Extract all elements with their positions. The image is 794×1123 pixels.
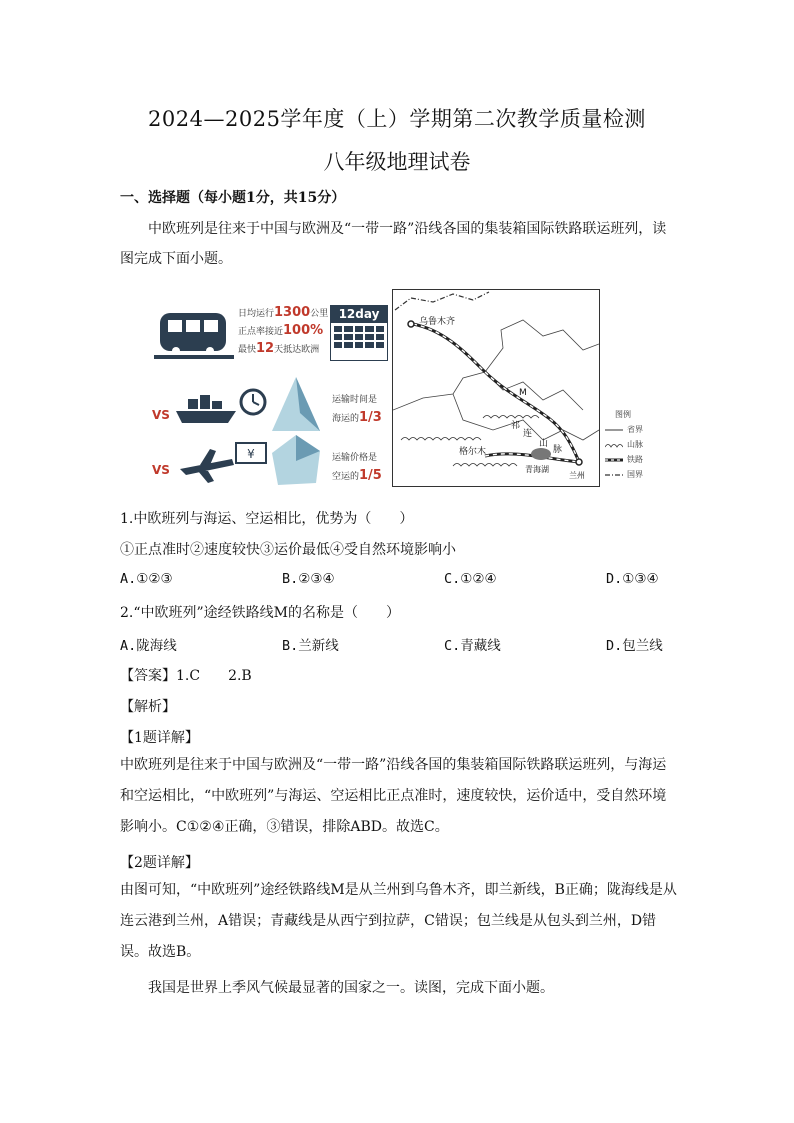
q2-option-b[interactable]: B.兰新线 bbox=[282, 638, 339, 654]
price-ratio-shape bbox=[270, 433, 322, 489]
q2-option-a[interactable]: A.陇海线 bbox=[120, 638, 177, 654]
time-ratio-shape bbox=[270, 375, 322, 433]
legend-mountain: 山脉 bbox=[627, 440, 643, 449]
map-legend bbox=[605, 407, 643, 482]
map-label-lian: 连 bbox=[523, 429, 533, 439]
vs-plane-label: VS bbox=[152, 463, 170, 477]
air-compare-num: 1/5 bbox=[359, 468, 382, 483]
map-label-shan: 山 bbox=[539, 439, 549, 449]
q1-option-d[interactable]: D.①③④ bbox=[606, 571, 659, 587]
q1-detail-heading: 【1题详解】 bbox=[120, 730, 199, 746]
clock-icon bbox=[238, 387, 268, 417]
q2-option-d[interactable]: D.包兰线 bbox=[606, 638, 663, 654]
section-heading: 一、选择题（每小题1分，共15分） bbox=[120, 190, 346, 206]
q2-detail-body: 由图可知，“中欧班列”途经铁路线M是从兰州到乌鲁木齐，即兰新线，B正确；陇海线是从连云港到兰州，A错误；青藏线是从西宁到拉萨，C错误；包兰线是从包头到兰州，D错误。故选B。 bbox=[120, 882, 677, 960]
q1-statements: ①正点准时②速度较快③运价最低④受自然环境影响小 bbox=[120, 542, 456, 558]
ship-compare-b: 海运的 bbox=[332, 414, 360, 424]
info-line3-b: 天抵达欧洲 bbox=[274, 345, 320, 355]
analysis-heading: 【解析】 bbox=[120, 699, 176, 715]
svg-text:¥: ¥ bbox=[247, 447, 255, 461]
map-label-urumqi: 乌鲁木齐 bbox=[419, 317, 456, 327]
q2-stem: 2.“中欧班列”途经铁路线M的名称是（ ） bbox=[120, 605, 401, 621]
next-intro: 我国是世界上季风气候最显著的国家之一。读图，完成下面小题。 bbox=[148, 980, 554, 996]
q1-option-a[interactable]: A.①②③ bbox=[120, 571, 173, 587]
q2-detail-heading: 【2题详解】 bbox=[120, 855, 199, 871]
answer-line: 【答案】1.C 2.B bbox=[120, 668, 252, 684]
ship-compare-num: 1/3 bbox=[359, 410, 382, 425]
q1-detail-body: 中欧班列是往来于中国与欧洲及“一带一路”沿线各国的集装箱国际铁路联运班列，与海运和空运相比，“中欧班列”与海运、空运相比正点准时，速度较快，运价适中，受自然环境影响小。C①②④正确，③错误，排除ABD。故选C。 bbox=[120, 757, 667, 835]
infographic bbox=[150, 295, 390, 490]
map-label-m: M bbox=[519, 388, 527, 398]
legend-province: 省界 bbox=[627, 425, 643, 434]
calendar-label: 12day bbox=[331, 306, 387, 323]
info-line2-num: 100% bbox=[283, 323, 324, 338]
vs-ship-label: VS bbox=[152, 408, 170, 422]
info-line2-a: 正点率接近 bbox=[238, 327, 284, 337]
q1-stem: 1.中欧班列与海运、空运相比，优势为（ ） bbox=[120, 511, 414, 527]
q1-option-c[interactable]: C.①②④ bbox=[444, 571, 497, 587]
info-line3-a: 最快 bbox=[238, 345, 257, 355]
exam-title: 2024—2025学年度（上）学期第二次教学质量检测 bbox=[148, 107, 646, 131]
q1-option-b[interactable]: B.②③④ bbox=[282, 571, 335, 587]
money-icon bbox=[234, 441, 268, 467]
legend-title: 图例 bbox=[615, 410, 631, 419]
info-line1-a: 日均运行 bbox=[238, 309, 275, 319]
airplane-icon bbox=[176, 445, 236, 485]
train-icon bbox=[154, 307, 234, 363]
legend-railway: 铁路 bbox=[627, 455, 643, 464]
info-line3-num: 12 bbox=[256, 341, 275, 356]
air-compare-b: 空运的 bbox=[332, 472, 360, 482]
info-line1-num: 1300 bbox=[274, 305, 311, 320]
calendar-icon bbox=[330, 305, 388, 361]
intro-line-2: 图完成下面小题。 bbox=[120, 251, 232, 267]
air-compare-a: 运输价格是 bbox=[332, 453, 378, 463]
map-label-qinghai-lake: 青海湖 bbox=[525, 465, 549, 474]
info-line1-b: 公里 bbox=[310, 309, 329, 319]
intro-line-1: 中欧班列是往来于中国与欧洲及“一带一路”沿线各国的集装箱国际铁路联运班列，读 bbox=[148, 221, 667, 237]
ship-compare-a: 运输时间是 bbox=[332, 395, 378, 405]
ship-icon bbox=[174, 387, 238, 427]
map-label-golmud: 格尔木 bbox=[459, 447, 487, 457]
railway-map bbox=[392, 289, 600, 487]
map-label-mai: 脉 bbox=[553, 445, 563, 455]
map-label-lanzhou: 兰州 bbox=[569, 471, 585, 480]
exam-subtitle: 八年级地理试卷 bbox=[323, 150, 471, 174]
q2-option-c[interactable]: C.青藏线 bbox=[444, 638, 501, 654]
map-label-qi: 祁 bbox=[511, 421, 521, 431]
legend-border: 国界 bbox=[627, 470, 643, 479]
